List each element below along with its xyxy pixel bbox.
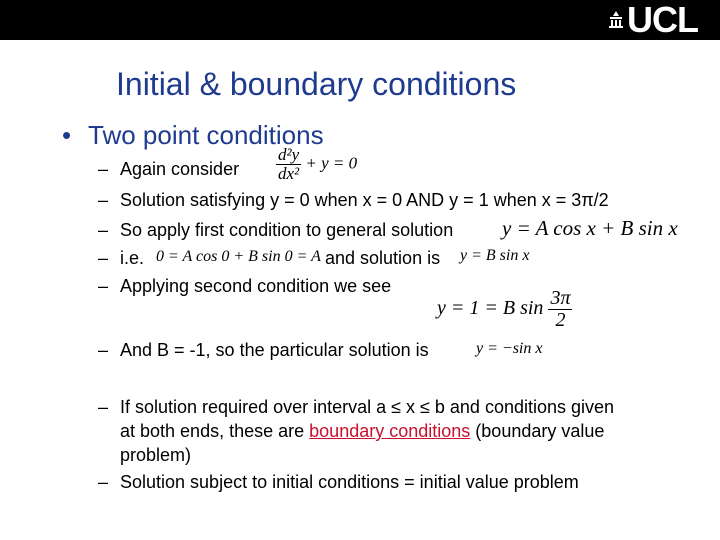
bullet-dot: • — [62, 120, 72, 150]
item-boundary-line3: problem) — [120, 445, 192, 465]
item-boundary-line1: If solution required over interval a ≤ x ≤ b and conditions given — [120, 397, 615, 417]
equation-ode: $\frac{\text{d²y}}{\text{dx²}}$ + y = 0 — [278, 145, 358, 183]
equation-particular-solution: y = −sin x — [476, 340, 543, 357]
portico-icon — [609, 11, 623, 29]
item-apply-first: So apply first condition to general solution — [120, 220, 454, 240]
equation-second-condition: y = 1 = B sin $\frac{3\pi}{2}$ — [437, 287, 571, 331]
equation-b-sin: y = B sin x — [460, 247, 530, 264]
equation-first-condition: 0 = A cos 0 + B sin 0 = A — [156, 248, 321, 265]
dash-marker: – — [98, 340, 109, 360]
slide-title: Initial & boundary conditions — [116, 66, 517, 102]
item-ie: i.e. — [120, 248, 145, 268]
item-boundary-line2: at both ends, these are boundary conditions (boundary value — [120, 421, 605, 441]
ucl-logo — [609, 0, 698, 40]
dash-marker: – — [98, 190, 109, 210]
item-applying-second: Applying second condition we see — [120, 276, 392, 296]
dash-marker: – — [98, 248, 109, 268]
logo-text: UCL — [627, 0, 698, 40]
dash-marker: – — [98, 220, 109, 240]
item-and-solution-is: and solution is — [325, 248, 441, 268]
dash-marker: – — [98, 159, 109, 179]
equation-general-solution: y = A cos x + B sin x — [502, 216, 678, 240]
dash-marker: – — [98, 472, 109, 492]
dash-marker: – — [98, 276, 109, 296]
bullet-main-text: Two point conditions — [88, 120, 324, 150]
dash-marker: – — [98, 397, 109, 417]
item-initial-value: Solution subject to initial conditions = initial value problem — [120, 472, 579, 492]
boundary-conditions-highlight: boundary conditions — [309, 421, 471, 441]
item-again-consider: Again consider — [120, 159, 240, 179]
item-solution-satisfying: Solution satisfying y = 0 when x = 0 AND y = 1 when x = 3π/2 — [120, 190, 609, 210]
item-and-b-minus-one: And B = -1, so the particular solution is — [120, 340, 429, 360]
header-bar — [0, 0, 720, 40]
